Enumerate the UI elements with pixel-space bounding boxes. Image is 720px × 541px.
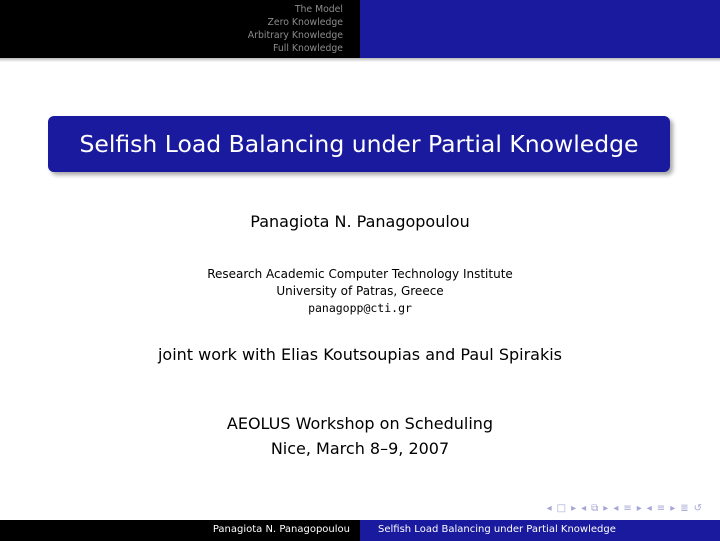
prev-subsection-arrow-icon[interactable]: ◂: [613, 503, 619, 514]
university-name: University of Patras, Greece: [276, 284, 444, 298]
header-bar: [0, 0, 720, 58]
next-slide-arrow-icon[interactable]: ▸: [603, 503, 609, 514]
header-shadow: [0, 58, 720, 62]
nav-item-arbitrary-knowledge[interactable]: Arbitrary Knowledge: [247, 30, 343, 41]
nav-item-zero-knowledge[interactable]: Zero Knowledge: [267, 17, 343, 28]
prev-slide-arrow-icon[interactable]: ◂: [581, 503, 587, 514]
search-back-icon[interactable]: ↺: [693, 503, 702, 514]
footer-title: Selfish Load Balancing under Partial Knowledge: [378, 524, 616, 535]
event-block: [0, 411, 720, 461]
footer-right-panel: [360, 520, 720, 541]
author-email: panagopp@cti.gr: [308, 301, 412, 315]
joint-work-note: joint work with Elias Koutsoupias and Paul Spirakis: [157, 345, 562, 364]
footer-left-panel: [0, 520, 360, 541]
navigation-symbols: [547, 503, 702, 515]
header-right-panel: [360, 0, 720, 58]
nav-item-full-knowledge[interactable]: Full Knowledge: [273, 43, 343, 54]
frame-icon[interactable]: □: [556, 503, 567, 514]
section-icon[interactable]: ≡: [656, 503, 666, 514]
institution-name: Research Academic Computer Technology Institute: [207, 267, 513, 281]
prev-frame-arrow-icon[interactable]: ◂: [546, 503, 552, 514]
footer-bar: [0, 520, 720, 541]
document-icon[interactable]: ≣: [680, 503, 689, 514]
section-navigation: [248, 3, 343, 55]
footer-author: Panagiota N. Panagopoulou: [212, 524, 350, 535]
title-box: [48, 116, 670, 172]
header-left-panel: [0, 0, 360, 58]
next-frame-arrow-icon[interactable]: ▸: [571, 503, 577, 514]
author-name: Panagiota N. Panagopoulou: [250, 212, 470, 231]
subsection-icon[interactable]: ≡: [623, 503, 632, 514]
event-name: AEOLUS Workshop on Scheduling: [226, 414, 494, 433]
event-date: Nice, March 8–9, 2007: [270, 439, 450, 458]
institution-block: [0, 266, 720, 317]
nav-item-the-model[interactable]: The Model: [294, 4, 343, 15]
next-subsection-arrow-icon[interactable]: ▸: [636, 503, 642, 514]
prev-section-arrow-icon[interactable]: ◂: [646, 503, 652, 514]
next-section-arrow-icon[interactable]: ▸: [670, 503, 676, 514]
slide-icon[interactable]: ⧉: [591, 503, 599, 514]
presentation-title: Selfish Load Balancing under Partial Knowledge: [79, 130, 639, 158]
